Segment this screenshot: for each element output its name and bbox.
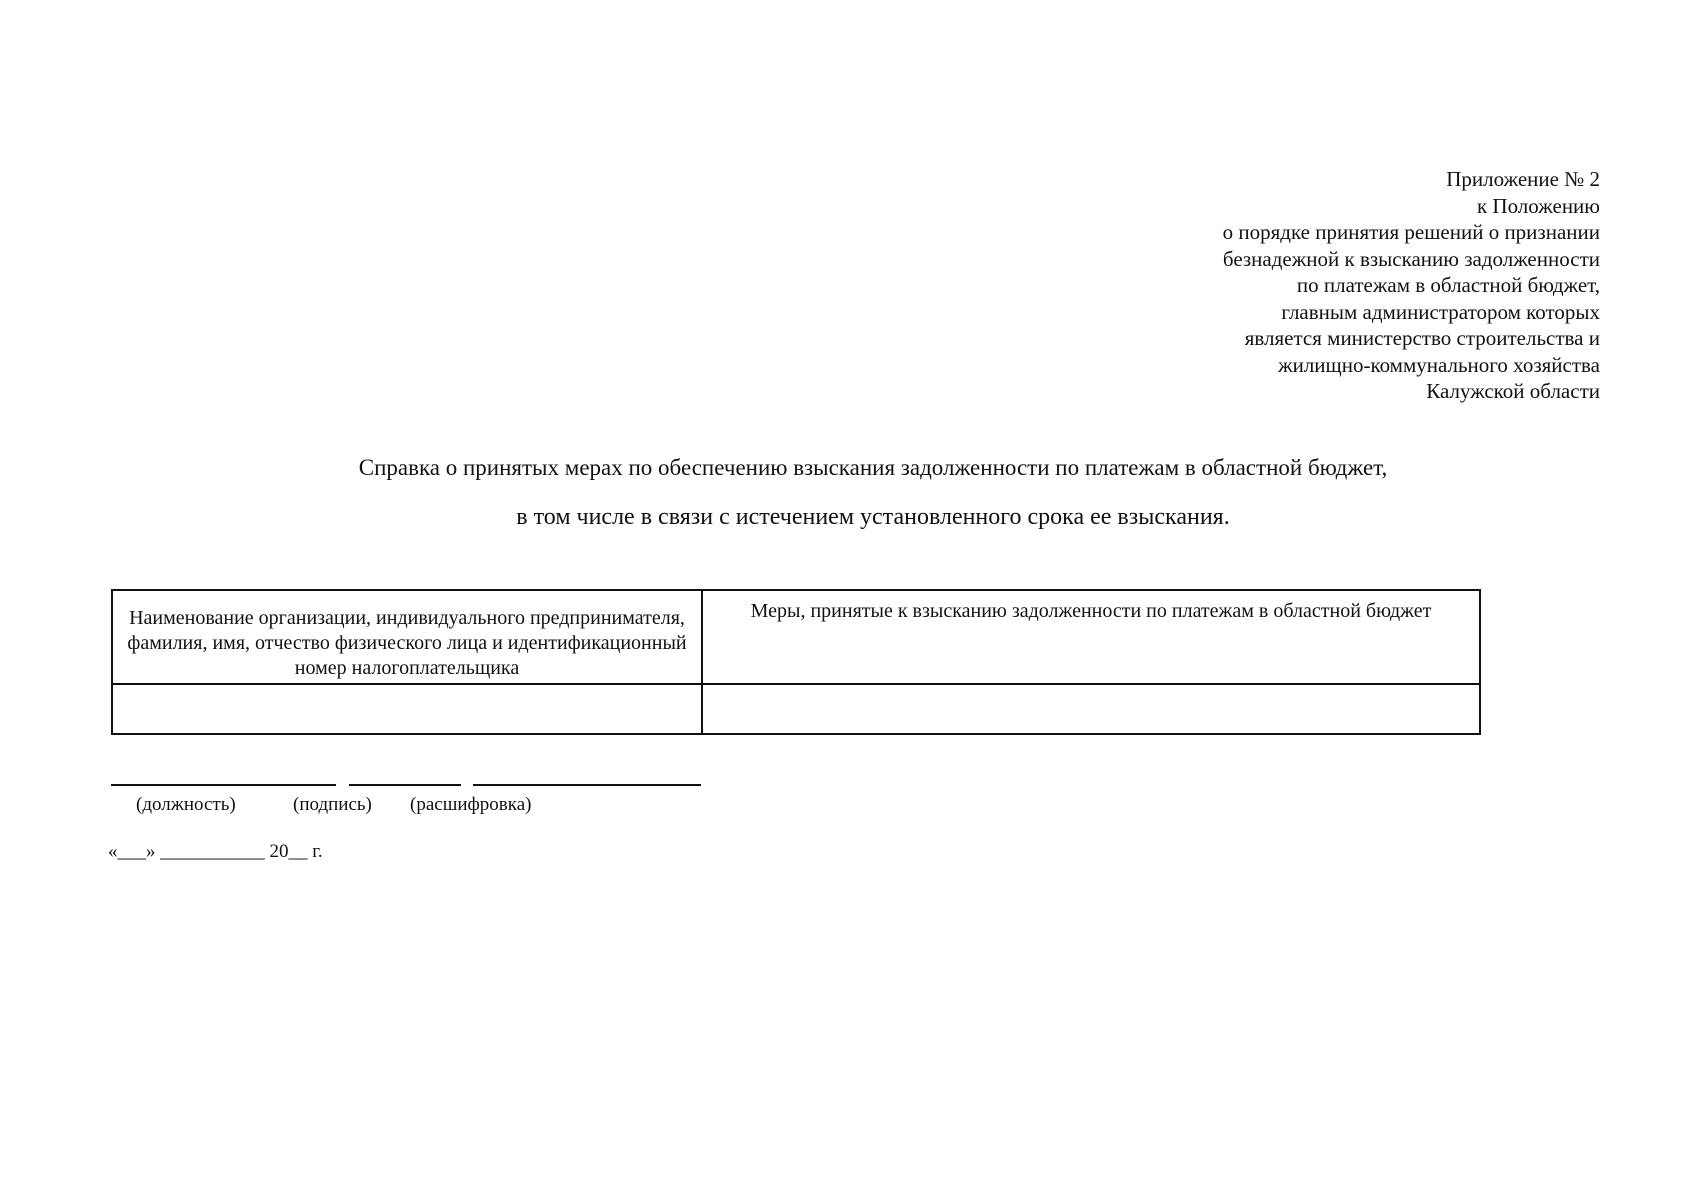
position-label: (должность) xyxy=(136,794,236,815)
table-row xyxy=(112,684,1480,734)
table-header-row xyxy=(112,590,1480,684)
appendix-line: по платежам в областной бюджет, xyxy=(1296,273,1600,297)
position-blank-line[interactable] xyxy=(111,784,336,786)
table-header-measures: Меры, принятые к взысканию задолженности по платежам в областной бюджет xyxy=(702,590,1480,684)
table-cell-debtor[interactable] xyxy=(112,684,702,734)
appendix-line: о порядке принятия решений о признании xyxy=(1222,220,1600,244)
signature-blank-line[interactable] xyxy=(349,784,461,786)
appendix-line: к Положению xyxy=(1476,193,1600,218)
decoding-blank-line[interactable] xyxy=(473,784,701,786)
signature-label: (подпись) xyxy=(293,794,372,815)
signature-lines xyxy=(111,784,701,786)
table-cell-measures[interactable] xyxy=(702,684,1480,734)
appendix-line: безнадежной к взысканию задолженности xyxy=(1222,246,1600,271)
table-header-debtor: Наименование организации, индивидуального предпринимателя, фамилия, имя, отчество физического лица и идентификационный номер налогоплательщика xyxy=(112,590,702,684)
appendix-line: жилищно-коммунального хозяйства xyxy=(1278,352,1600,377)
appendix-line: является министерство строительства и xyxy=(1244,326,1600,350)
appendix-line: Калужской области xyxy=(1426,379,1600,403)
appendix-line: главным администратором которых xyxy=(1281,299,1600,324)
appendix-note xyxy=(1223,166,1600,405)
document-title-line-2: в том числе в связи с истечением установленного срока ее взыскания. xyxy=(516,504,1230,530)
measures-table xyxy=(111,589,1481,735)
appendix-line: Приложение № 2 xyxy=(1446,167,1600,191)
date-line: «___» ___________ 20__ г. xyxy=(108,841,323,862)
document-title-line-1: Справка о принятых мерах по обеспечению взыскания задолженности по платежам в областной бюджет, xyxy=(358,455,1388,480)
decoding-label: (расшифровка) xyxy=(410,794,532,815)
